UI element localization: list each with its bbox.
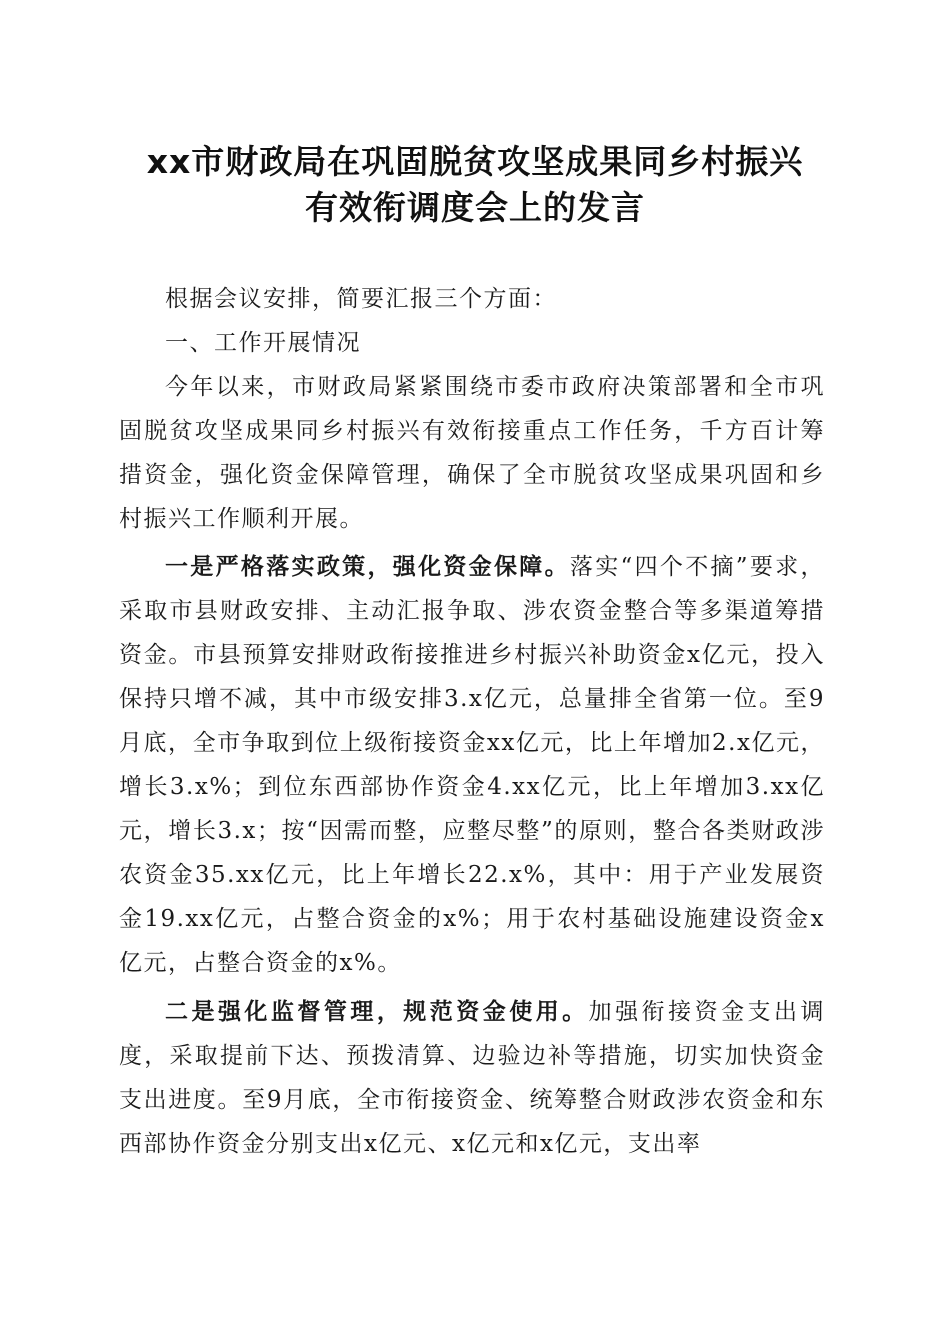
document-title-line-1: xx市财政局在巩固脱贫攻坚成果同乡村振兴: [146, 142, 804, 181]
paragraph-lead-supervision: 二是强化监督管理，规范资金使用。: [165, 998, 589, 1025]
paragraph-work-overview: 今年以来，市财政局紧紧围绕市委市政府决策部署和全市巩固脱贫攻坚成果同乡村振兴有效衔接重点工作任务，千方百计筹措资金，强化资金保障管理，确保了全市脱贫攻坚成果巩固和乡村振兴工作顺利开展。: [119, 374, 825, 532]
document-title-line-2: 有效衔调度会上的发言: [305, 188, 645, 227]
paragraph-lead-funding: 一是严格落实政策，强化资金保障。: [165, 553, 570, 580]
section-1-heading: 一、工作开展情况: [165, 330, 361, 356]
paragraph-body-supervision: 加强衔接资金支出调度，采取提前下达、预拨清算、边验边补等措施，切实加快资金支出进度。至9月底，全市衔接资金、统筹整合财政涉农资金和东西部协作资金分别支出x亿元、x亿元和x亿元，支出率: [119, 999, 826, 1157]
intro-paragraph: 根据会议安排，简要汇报三个方面：: [165, 286, 557, 312]
paragraph-body-funding: 落实“四个不摘”要求，采取市县财政安排、主动汇报争取、涉农资金整合等多渠道筹措资金。市县预算安排财政衔接推进乡村振兴补助资金x亿元，投入保持只增不减，其中市级安排3.x亿元，总量排全省第一位。至9月底，全市争取到位上级衔接资金xx亿元，比上年增加2.x亿元，增长3.x%；到位东西部协作资金4.xx亿元，比上年增加3.xx亿元，增长3.x；按“因需而整，应整尽整”的原则，整合各类财政涉农资金35.xx亿元，比上年增长22.x%，其中：用于产业发展资金19.xx亿元，占整合资金的x%；用于农村基础设施建设资金x亿元，占整合资金的x%。: [119, 554, 825, 976]
paragraph-supervision: [119, 990, 825, 1166]
paragraph-funding-guarantee: [119, 545, 825, 985]
